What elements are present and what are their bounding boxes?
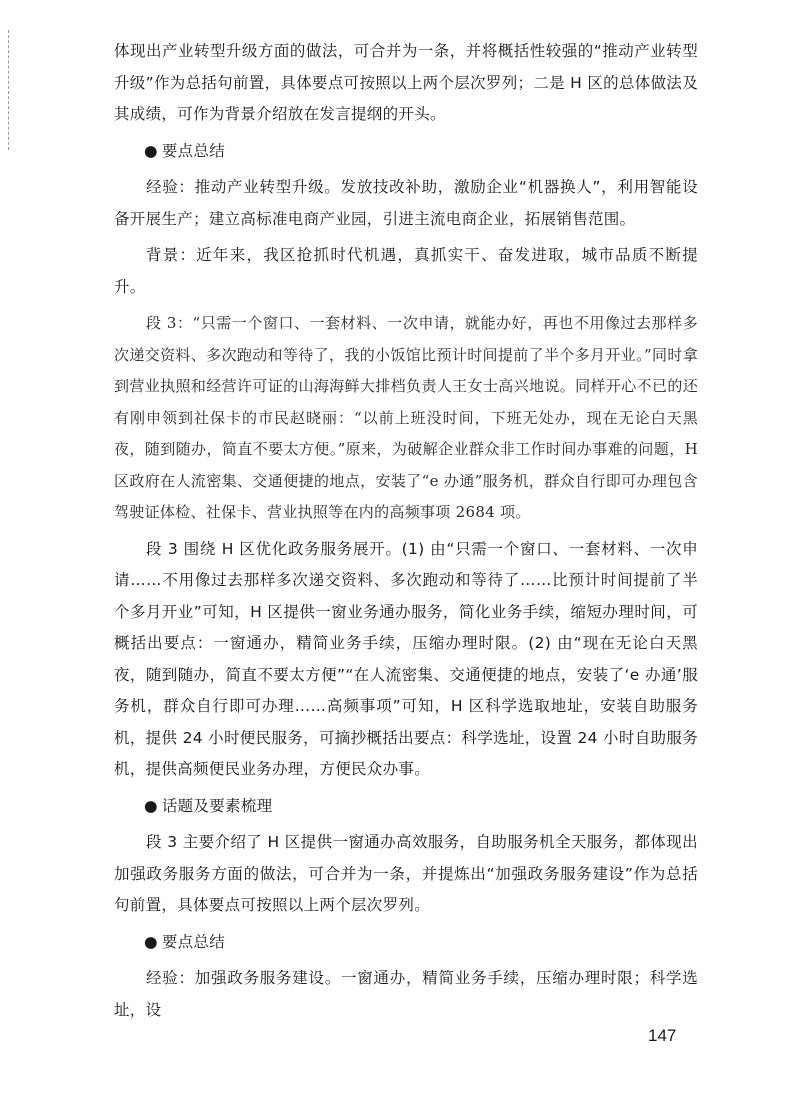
paragraph-analysis: 段 3 围绕 H 区优化政务服务展开。(1) 由“只需一个窗口、一套材料、一次申请……不用像过去那样多次递交资料、多次跑动和等待了……比预计时间提前了半个多月开业”可知，H 区提供一窗业务通办服务，简化业务手续，缩短办理时间，可概括出要点：一窗通办，精简业务手续，压缩办理时限。(2) 由“现在无论白天黑夜，随到随办，简直不要太方便”“在人流密集、交通便捷的地点，安装了‘e 办通’服务机，群众自行即可办理……高频事项”可知，H 区科学选取地址，安装自助服务机，提供 24 小时便民服务，可摘抄概括出要点：科学选址，设置 24 小时自助服务机，提供高频便民业务办理，方便民众办事。 — [114, 539, 698, 778]
section-heading-summary-1 — [114, 136, 698, 168]
paragraph-topic-summary: 段 3 主要介绍了 H 区提供一窗通办高效服务，自助服务机全天服务，都体现出加强政务服务方面的做法，可合并为一条，并提炼出“加强政务服务建设”作为总括句前置，具体要点可按照以上两个层次罗列。 — [114, 833, 698, 914]
bullet-icon: ● — [144, 141, 158, 160]
bullet-icon: ● — [144, 796, 158, 815]
body-text — [114, 36, 698, 1031]
paragraph-background: 背景：近年来，我区抢抓时代机遇，真抓实干、奋发进取，城市品质不断提升。 — [114, 246, 698, 296]
section-heading-topics — [114, 791, 698, 823]
section-heading-summary-2 — [114, 927, 698, 959]
heading-label: 话题及要素梳理 — [161, 796, 273, 815]
bullet-icon: ● — [144, 932, 158, 951]
paragraph-experience-1: 经验：推动产业转型升级。发放技改补助，激励企业“机器换人”，利用智能设备开展生产；建立高标准电商产业园，引进主流电商企业，拓展销售范围。 — [114, 178, 698, 228]
paragraph-source-excerpt: 段 3：“只需一个窗口、一套材料、一次申请，就能办好，再也不用像过去那样多次递交资料、多次跑动和等待了，我的小饭馆比预计时间提前了半个多月开业。”同时拿到营业执照和经营许可证的山海海鲜大排档负责人王女士高兴地说。同样开心不已的还有刚申领到社保卡的市民赵晓丽：“以前上班没时间，下班无处办，现在无论白天黑夜，随到随办，简直不要太方便。”原来，为破解企业群众非工作时间办事难的问题，H 区政府在人流密集、交通便捷的地点，安装了“e 办通”服务机，群众自行即可办理包含驾驶证体检、社保卡、营业执照等在内的高频事项 2684 项。 — [114, 314, 698, 521]
heading-label: 要点总结 — [161, 932, 226, 951]
page-number: 147 — [648, 1026, 677, 1045]
heading-label: 要点总结 — [161, 141, 226, 160]
paragraph-intro-continuation: 体现出产业转型升级方面的做法，可合并为一条，并将概括性较强的“推动产业转型升级”作为总括句前置，具体要点可按照以上两个层次罗列；二是 H 区的总体做法及其成绩，可作为背景介绍放在发言提纲的开头。 — [114, 42, 698, 123]
paragraph-experience-2: 经验：加强政务服务建设。一窗通办，精简业务手续，压缩办理时限；科学选址，设 — [114, 969, 698, 1019]
binding-margin-line — [8, 30, 9, 150]
